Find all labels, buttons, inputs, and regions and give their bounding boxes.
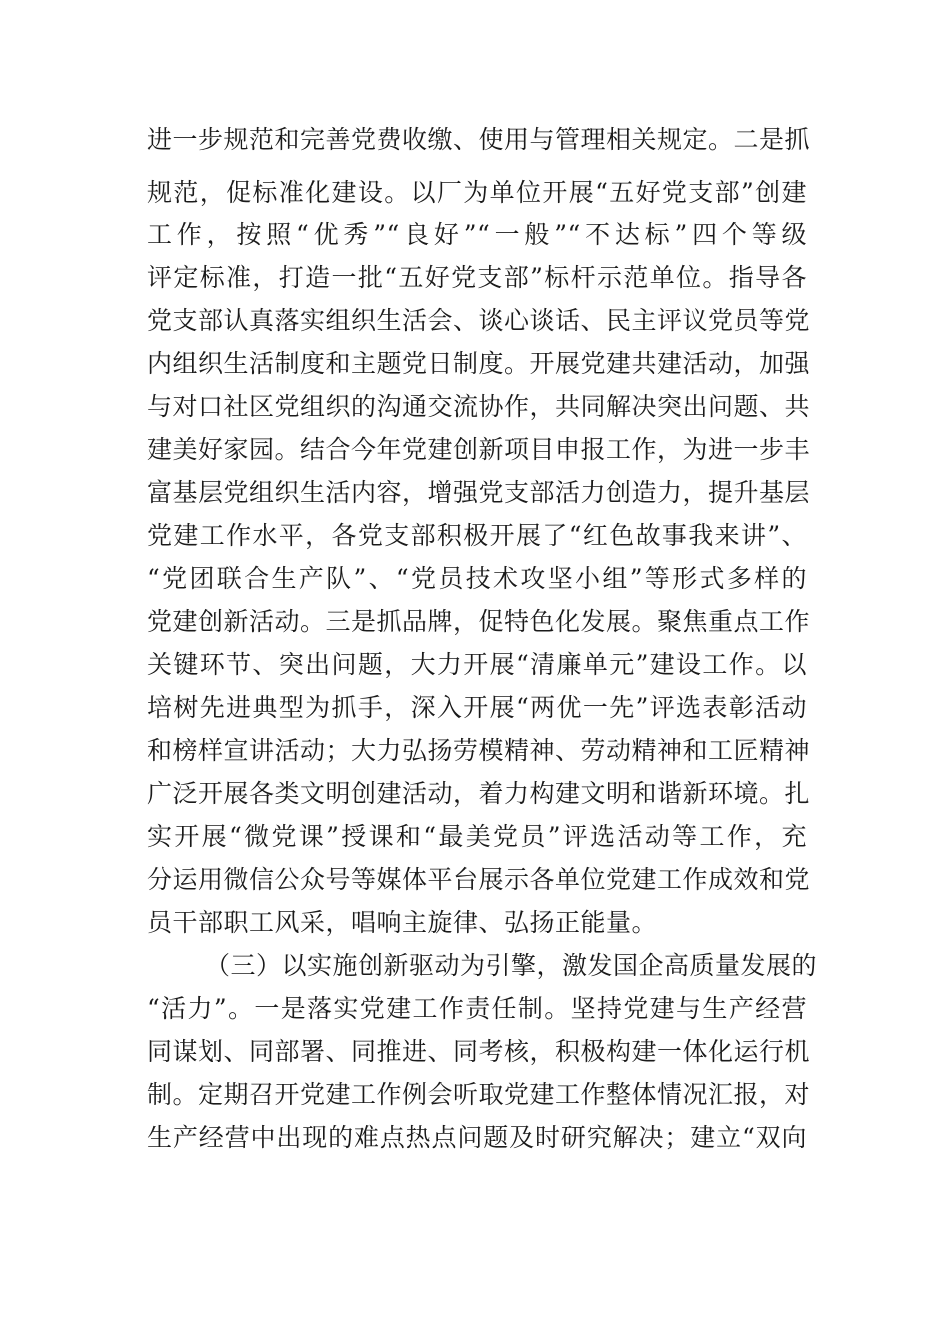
- text-line: 富基层党组织生活内容，增强党支部活力创造力，提升基层: [147, 478, 811, 507]
- text-line: 党支部认真落实组织生活会、谈心谈话、民主评议党员等党: [147, 306, 811, 335]
- text-line: 分运用微信公众号等媒体平台展示各单位党建工作成效和党: [147, 865, 811, 894]
- text-line: 与对口社区党组织的沟通交流协作，共同解决突出问题、共: [147, 392, 811, 421]
- text-line: 规范，促标准化建设。以厂为单位开展“五好党支部”创建: [147, 178, 807, 207]
- text-line: 评定标准，打造一批“五好党支部”标杆示范单位。指导各: [147, 263, 807, 292]
- text-line: “活力”。一是落实党建工作责任制。坚持党建与生产经营: [147, 994, 807, 1023]
- text-line: 党建工作水平，各党支部积极开展了“红色故事我来讲”、: [147, 521, 807, 550]
- text-line: 内组织生活制度和主题党日制度。开展党建共建活动，加强: [147, 349, 811, 378]
- text-line: 生产经营中出现的难点热点问题及时研究解决；建立“双向: [147, 1123, 807, 1152]
- text-line: 广泛开展各类文明创建活动，着力构建文明和谐新环境。扎: [147, 779, 811, 808]
- text-line: 同谋划、同部署、同推进、同考核，积极构建一体化运行机: [147, 1037, 811, 1066]
- text-line: 实开展“微党课”授课和“最美党员”评选活动等工作，充: [147, 822, 807, 851]
- section-heading-line: （三）以实施创新驱动为引擎，激发国企高质量发展的: [205, 951, 818, 980]
- text-line: 员干部职工风采，唱响主旋律、弘扬正能量。: [147, 908, 658, 937]
- text-line: 培树先进典型为抓手，深入开展“两优一先”评选表彰活动: [147, 693, 807, 722]
- text-line: “党团联合生产队”、“党员技术攻坚小组”等形式多样的: [147, 564, 807, 593]
- text-line: 进一步规范和完善党费收缴、使用与管理相关规定。二是抓: [147, 125, 811, 154]
- text-line: 和榜样宣讲活动；大力弘扬劳模精神、劳动精神和工匠精神: [147, 736, 811, 765]
- text-line: 工作，按照“优秀”“良好”“一般”“不达标”四个等级: [147, 220, 807, 249]
- text-line: 建美好家园。结合今年党建创新项目申报工作，为进一步丰: [147, 435, 811, 464]
- text-line: 关键环节、突出问题，大力开展“清廉单元”建设工作。以: [147, 650, 807, 679]
- text-line: 制。定期召开党建工作例会听取党建工作整体情况汇报，对: [147, 1080, 811, 1109]
- text-line: 党建创新活动。三是抓品牌，促特色化发展。聚焦重点工作: [147, 607, 811, 636]
